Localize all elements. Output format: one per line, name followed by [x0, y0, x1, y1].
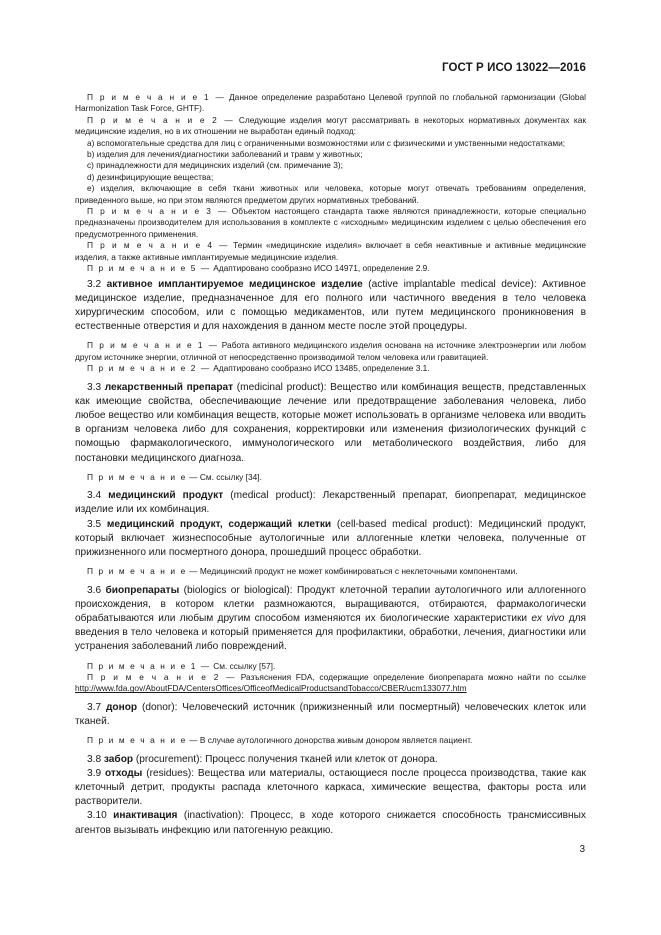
note-3-6-1 [75, 661, 586, 672]
note-label: П р и м е ч а н и е [87, 566, 187, 577]
term-3-7 [75, 701, 586, 729]
term-3-2 [75, 278, 586, 335]
note-text: — В случае аутологичного донорства живым донором является пациент. [189, 735, 473, 746]
note-5 [75, 263, 586, 274]
term-name: отходы [104, 767, 143, 779]
note-label: П р и м е ч а н и е 2 — [87, 114, 235, 125]
note-text: Разъяснения FDA, содержащие определение биопрепарата можно найти по ссылке [240, 672, 586, 682]
term-definition: (medical product): Лекарственный препарат, биопрепарат, медицинское изделие или их комбинация. [75, 490, 586, 516]
term-number: 3.5 [87, 518, 102, 530]
note-1 [75, 92, 586, 115]
note-text: — Медицинский продукт не может комбинироваться с неклеточными компонентами. [189, 566, 518, 577]
note-label: П р и м е ч а н и е 4 — [87, 240, 230, 251]
term-definition: (medicinal product): Вещество или комбинация веществ, представленных как имеющие свойства, обеспечивающие лечение или предотвращение заболевания человека, либо любое вещество или комбинация веществ, которые может использовать в организме человека или вводить в организм человека либо для сохранения, корректировки или изменения физиологических функций с помощью фармакологического, иммунологического или метаболического воздействия, либо для постановки медицинского диагноза. [75, 381, 586, 464]
term-number: 3.2 [87, 278, 102, 290]
note-4 [75, 240, 586, 263]
note-label: П р и м е ч а н и е 1 — [87, 92, 226, 102]
term-number: 3.3 [87, 381, 102, 393]
note-text: Адаптировано сообразно ИСО 13485, определение 3.1. [213, 363, 430, 374]
term-name: активное имплантируемое медицинское изделие [106, 278, 363, 290]
term-definition: (biologics or biological): Продукт клеточной терапии аутологичного или аллогенного происхождения, в котором клетки размножаются, выращиваются, отбираются, фармакологически обрабатываются или любым другим способом изменяются их биологические характеристики [75, 584, 586, 624]
note-label: П р и м е ч а н и е 2 — [87, 363, 211, 374]
term-number: 3.8 [87, 753, 102, 765]
term-definition: (inactivation): Процесс, в ходе которого снижается способность трансмиссивных агентов вызывать инфекцию или патогенную реакцию. [75, 810, 586, 836]
note-3-2-1 [75, 340, 586, 363]
note-label: П р и м е ч а н и е 3 — [87, 206, 228, 217]
note-label: П р и м е ч а н и е [87, 471, 187, 482]
term-3-10 [75, 809, 586, 837]
term-name: медицинский продукт, содержащий клетки [106, 518, 332, 530]
term-name: медицинский продукт [108, 490, 224, 502]
fda-link[interactable]: http://www.fda.gov/AboutFDA/CentersOffices/OfficeofMedicalProductsandTobacco/CBER/ucm133077.htm [75, 683, 467, 694]
note-3-7 [75, 735, 586, 746]
term-name: инактивация [113, 810, 178, 822]
note-text: Объектом настоящего стандарта также являются принадлежности, которые специально предназначены производителем для использования в комплекте с «исходным» медицинским изделием с целью обеспечения его предусмотренного применения. [75, 206, 586, 239]
page-content [75, 92, 586, 838]
term-italic: ex vivo [531, 612, 565, 624]
note-label: П р и м е ч а н и е 5 — [87, 263, 211, 274]
note-3-5 [75, 566, 586, 577]
term-number: 3.4 [87, 490, 102, 502]
list-item-a: a) вспомогательные средства для лиц с ограниченными возможностями или с физическими и умственными недостатками; [87, 137, 566, 148]
term-name: биопрепараты [105, 584, 180, 596]
note-text: Адаптировано сообразно ИСО 14971, определение 2.9. [213, 263, 430, 274]
term-number: 3.6 [87, 584, 102, 596]
term-3-3 [75, 381, 586, 466]
list-item-d: d) дезинфицирующие вещества; [87, 171, 214, 182]
note-text: Работа активного медицинского изделия основана на источнике электроэнергии или любом другом источнике энергии, отличной от непосредственно производимой телом человека или гравитацией. [75, 340, 587, 362]
note-text: Данное определение разработано Целевой группой по глобальной гармонизации (Global Harmonization Task Force, GHTF). [75, 92, 586, 114]
note-text: Следующие изделия могут рассматривать в некоторых нормативных документах как медицинские изделия, но в их отношении не выработан единый подход: [75, 114, 586, 137]
term-3-8 [75, 753, 586, 767]
term-3-6 [75, 584, 586, 655]
note-text: Термин «медицинские изделия» включает в себя неактивные и активные медицинские изделия, а также активные имплантируемые медицинские изделия. [75, 240, 587, 262]
note-label: П р и м е ч а н и е 1 — [87, 660, 211, 671]
standard-code: ГОСТ Р ИСО 13022—2016 [441, 62, 586, 74]
list-item-b: b) изделия для лечения/диагностики заболеваний и травм у животных; [87, 149, 363, 160]
term-3-5 [75, 518, 586, 561]
note-text: См. ссылку [57]. [213, 660, 276, 671]
list-item-c: c) принадлежности для медицинских изделий (см. примечание 3); [87, 160, 343, 171]
note-label: П р и м е ч а н и е 1 — [87, 340, 219, 351]
note-label: П р и м е ч а н и е [87, 735, 187, 746]
term-definition: (cell-based medical product): Медицинский продукт, который включает жизнеспособные аутологичные или аллогенные клетки человека, полученные от прижизненного или посмертного донора, прошедший процесс обработки. [75, 518, 586, 558]
term-definition: (active implantable medical device): Активное медицинское изделие, предназначенное для его полного или частичного введения в тело человека хирургическим способом, или с помощью медикаментов, или путем медицинского проникновения в естественные отверстия и для нахождения в данном месте после этой процедуры. [75, 278, 586, 333]
term-definition: (residues): Вещества или материалы, остающиеся после процесса производства, такие как клеточный детрит, продукты распада клеточного каркаса, химические вещества, факторы роста или растворители. [75, 767, 586, 808]
term-number: 3.10 [87, 810, 107, 822]
term-3-4 [75, 489, 586, 517]
term-number: 3.7 [87, 701, 102, 713]
list-item-e: e) изделия, включающие в себя ткани животных или человека, которые могут отвечать требованиям определения, приведенного выше, но при этом являются предметом других нормативных требований. [75, 183, 586, 205]
note-3-6-2 [75, 672, 586, 695]
note-3-2-2 [75, 363, 586, 374]
term-number: 3.9 [87, 767, 102, 779]
note-3-3 [75, 472, 586, 483]
term-definition: (donor): Человеческий источник (прижизненный или посмертный) человеческих клеток или тканей. [75, 701, 586, 728]
note-text: — См. ссылку [34]. [189, 471, 262, 482]
term-3-9 [75, 767, 586, 810]
term-name: забор [103, 753, 134, 765]
note-3 [75, 206, 586, 240]
note-label: П р и м е ч а н и е 2 — [87, 672, 237, 682]
note-2 [75, 115, 586, 138]
term-definition-cont: для введения в тело человека и который применяется для профилактики, обработки, лечения, диагностики или устранения заболеваний либо повреждений. [75, 612, 586, 653]
page-number: 3 [579, 844, 585, 855]
term-definition: (procurement): Процесс получения тканей или клеток от донора. [135, 753, 438, 765]
term-name: лекарственный препарат [104, 381, 234, 393]
term-name: донор [105, 701, 138, 713]
